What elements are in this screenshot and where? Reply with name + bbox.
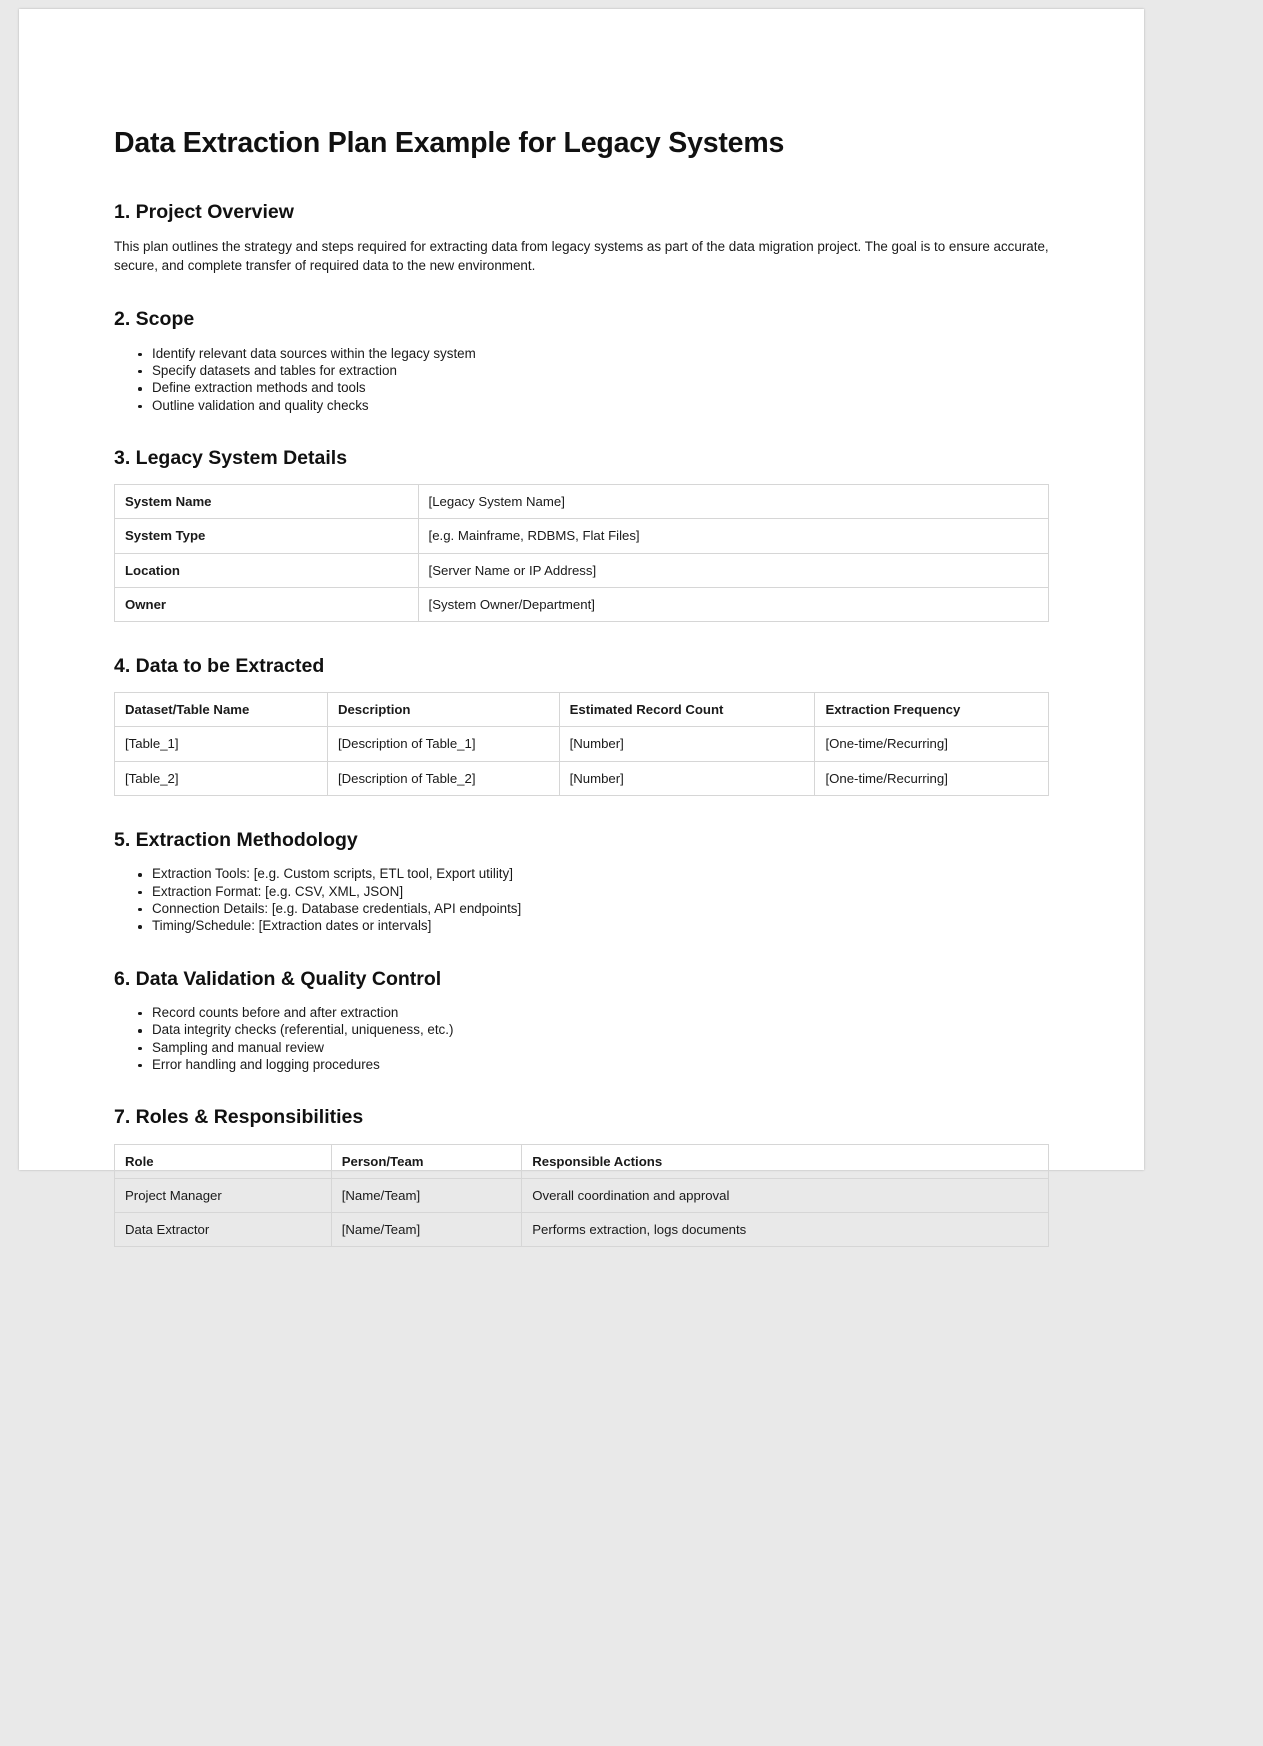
column-header: Person/Team <box>331 1144 522 1178</box>
list-item: Timing/Schedule: [Extraction dates or intervals] <box>138 918 1049 934</box>
column-header: Responsible Actions <box>522 1144 1049 1178</box>
table-cell-value: [Legacy System Name] <box>418 485 1048 519</box>
table-cell: Project Manager <box>115 1178 332 1212</box>
table-cell-label: Owner <box>115 587 419 621</box>
table-cell: [One-time/Recurring] <box>815 761 1049 795</box>
column-header: Extraction Frequency <box>815 693 1049 727</box>
list-item: Connection Details: [e.g. Database credentials, API endpoints] <box>138 901 1049 917</box>
table-row <box>115 519 1049 553</box>
section-heading-legacy-system-details: 3. Legacy System Details <box>114 446 348 469</box>
table-row <box>115 553 1049 587</box>
table-row <box>115 727 1049 761</box>
legacy-system-table-wrapper <box>114 484 1049 622</box>
list-item: Outline validation and quality checks <box>138 398 1049 414</box>
column-header: Role <box>115 1144 332 1178</box>
table-cell-value: [Server Name or IP Address] <box>418 553 1048 587</box>
data-extracted-table-wrapper <box>114 692 1049 795</box>
table-cell: [Number] <box>559 761 815 795</box>
list-item: Data integrity checks (referential, uniqueness, etc.) <box>138 1022 1049 1038</box>
list-item: Sampling and manual review <box>138 1040 1049 1056</box>
table-cell-value: [e.g. Mainframe, RDBMS, Flat Files] <box>418 519 1048 553</box>
validation-bullet-list <box>114 1005 1049 1073</box>
table-row <box>115 587 1049 621</box>
roles-table <box>114 1144 1049 1247</box>
data-extracted-table <box>114 692 1049 795</box>
page-title: Data Extraction Plan Example for Legacy Systems <box>114 127 785 159</box>
section-data-to-be-extracted <box>114 655 1049 796</box>
section-heading-data-to-be-extracted: 4. Data to be Extracted <box>114 654 325 677</box>
section-legacy-system-details <box>114 447 1049 622</box>
table-header-row <box>115 1144 1049 1178</box>
section-scope <box>114 308 1049 414</box>
table-row <box>115 1178 1049 1212</box>
column-header: Dataset/Table Name <box>115 693 328 727</box>
table-cell-label: Location <box>115 553 419 587</box>
section-data-validation <box>114 968 1049 1074</box>
section-heading-scope: 2. Scope <box>114 308 195 331</box>
table-cell: [One-time/Recurring] <box>815 727 1049 761</box>
scope-bullet-list <box>114 346 1049 414</box>
table-row <box>115 485 1049 519</box>
section-heading-roles-responsibilities: 7. Roles & Responsibilities <box>114 1106 364 1129</box>
table-cell: [Number] <box>559 727 815 761</box>
table-cell-value: [System Owner/Department] <box>418 587 1048 621</box>
table-cell: [Description of Table_2] <box>327 761 559 795</box>
column-header: Description <box>327 693 559 727</box>
list-item: Extraction Tools: [e.g. Custom scripts, ETL tool, Export utility] <box>138 866 1049 882</box>
table-cell: [Description of Table_1] <box>327 727 559 761</box>
section-extraction-methodology <box>114 829 1049 935</box>
list-item: Define extraction methods and tools <box>138 380 1049 396</box>
table-cell-label: System Name <box>115 485 419 519</box>
table-header-row <box>115 693 1049 727</box>
roles-table-wrapper <box>114 1144 1049 1247</box>
project-overview-paragraph: This plan outlines the strategy and steps required for extracting data from legacy systems as part of the data migration project. The goal is to ensure accurate, secure, and complete transfer of required data to the new environment. <box>114 239 1049 273</box>
table-cell: Performs extraction, logs documents <box>522 1213 1049 1247</box>
methodology-bullet-list <box>114 866 1049 934</box>
page-content <box>19 9 1144 1247</box>
list-item: Specify datasets and tables for extraction <box>138 363 1049 379</box>
table-row <box>115 761 1049 795</box>
table-cell: Overall coordination and approval <box>522 1178 1049 1212</box>
table-row <box>115 1213 1049 1247</box>
column-header: Estimated Record Count <box>559 693 815 727</box>
table-cell: [Name/Team] <box>331 1178 522 1212</box>
table-cell: [Name/Team] <box>331 1213 522 1247</box>
legacy-system-table <box>114 484 1049 622</box>
section-roles-responsibilities <box>114 1106 1049 1247</box>
section-heading-extraction-methodology: 5. Extraction Methodology <box>114 828 358 851</box>
table-cell: [Table_1] <box>115 727 328 761</box>
section-project-overview <box>114 201 1049 275</box>
list-item: Record counts before and after extraction <box>138 1005 1049 1021</box>
section-heading-data-validation: 6. Data Validation & Quality Control <box>114 967 442 990</box>
table-cell-label: System Type <box>115 519 419 553</box>
document-page <box>19 9 1144 1238</box>
list-item: Error handling and logging procedures <box>138 1057 1049 1073</box>
table-cell: Data Extractor <box>115 1213 332 1247</box>
list-item: Extraction Format: [e.g. CSV, XML, JSON] <box>138 884 1049 900</box>
table-cell: [Table_2] <box>115 761 328 795</box>
section-heading-project-overview: 1. Project Overview <box>114 200 294 223</box>
list-item: Identify relevant data sources within the legacy system <box>138 346 1049 362</box>
